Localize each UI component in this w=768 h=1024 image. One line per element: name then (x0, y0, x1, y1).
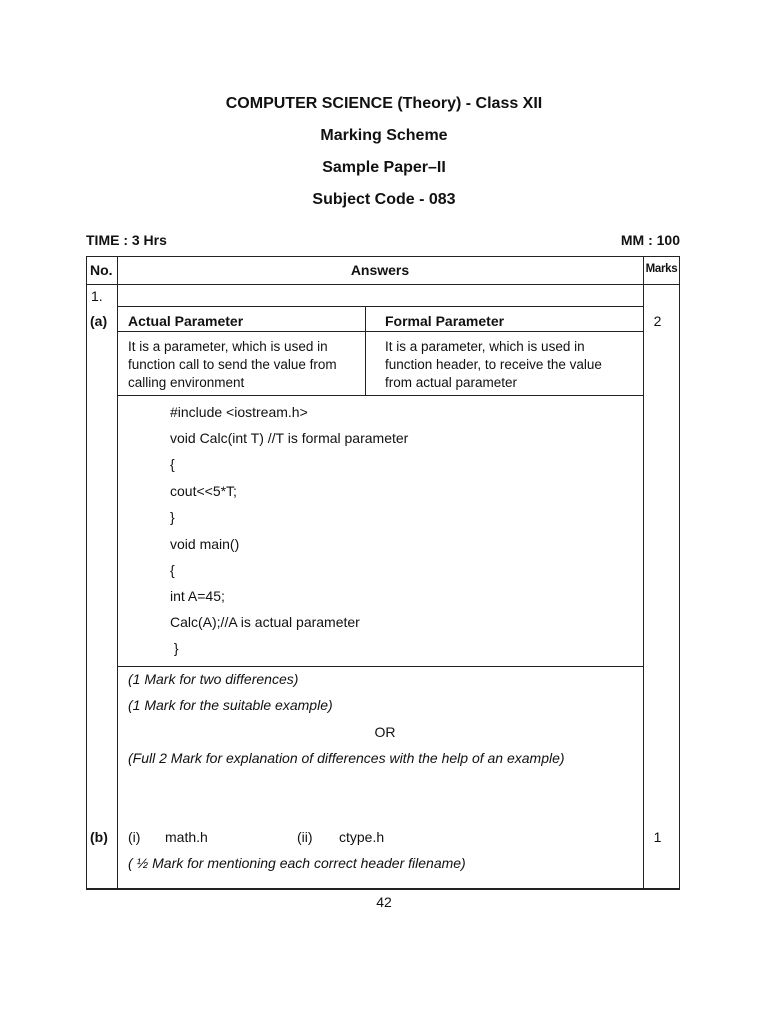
code-line: { (170, 456, 175, 472)
subject-code-heading: Subject Code - 083 (312, 191, 456, 208)
answer-option-ii-value: ctype.h (339, 829, 385, 845)
formal-parameter-heading: Formal Parameter (385, 313, 505, 329)
code-line: void main() (170, 536, 240, 552)
or-separator: OR (374, 724, 396, 740)
question-part-b-marks: 1 (653, 829, 662, 845)
code-line: #include <iostream.h> (170, 404, 308, 420)
column-header-no: No. (90, 262, 113, 278)
code-line: Calc(A);//A is actual parameter (170, 614, 360, 630)
formal-parameter-description: It is a parameter, which is used in function header, to receive the value from actual parameter (385, 339, 602, 390)
code-line: } (170, 509, 175, 525)
marking-scheme-heading: Marking Scheme (320, 127, 448, 144)
mark-note: (1 Mark for two differences) (128, 671, 299, 687)
max-marks-label: MM : 100 (620, 232, 680, 248)
time-label: TIME : 3 Hrs (86, 232, 167, 248)
actual-parameter-description: It is a parameter, which is used in function call to send the value from calling environment (128, 339, 337, 390)
mark-note: (1 Mark for the suitable example) (128, 697, 333, 713)
mark-note: ( ½ Mark for mentioning each correct header filename) (128, 855, 466, 871)
code-line: void Calc(int T) //T is formal parameter (170, 430, 409, 446)
answer-option-ii-label: (ii) (297, 829, 313, 845)
column-header-marks: Marks (645, 263, 678, 275)
page-title: COMPUTER SCIENCE (Theory) - Class XII (225, 95, 543, 112)
code-line: { (170, 562, 175, 578)
answer-option-i-label: (i) (128, 829, 141, 845)
code-line: } (170, 640, 179, 656)
column-header-answers: Answers (350, 262, 410, 278)
question-number: 1. (91, 288, 103, 304)
page-number: 42 (376, 894, 392, 910)
code-line: int A=45; (170, 588, 225, 604)
question-part-a-marks: 2 (653, 313, 662, 329)
code-line: cout<<5*T; (170, 483, 237, 499)
sample-paper-heading: Sample Paper–II (322, 159, 446, 176)
actual-parameter-heading: Actual Parameter (128, 313, 244, 329)
question-part-b-label: (b) (90, 829, 108, 845)
mark-note: (Full 2 Mark for explanation of differences with the help of an example) (128, 750, 565, 766)
answer-option-i-value: math.h (165, 829, 208, 845)
question-part-a-label: (a) (90, 313, 108, 329)
